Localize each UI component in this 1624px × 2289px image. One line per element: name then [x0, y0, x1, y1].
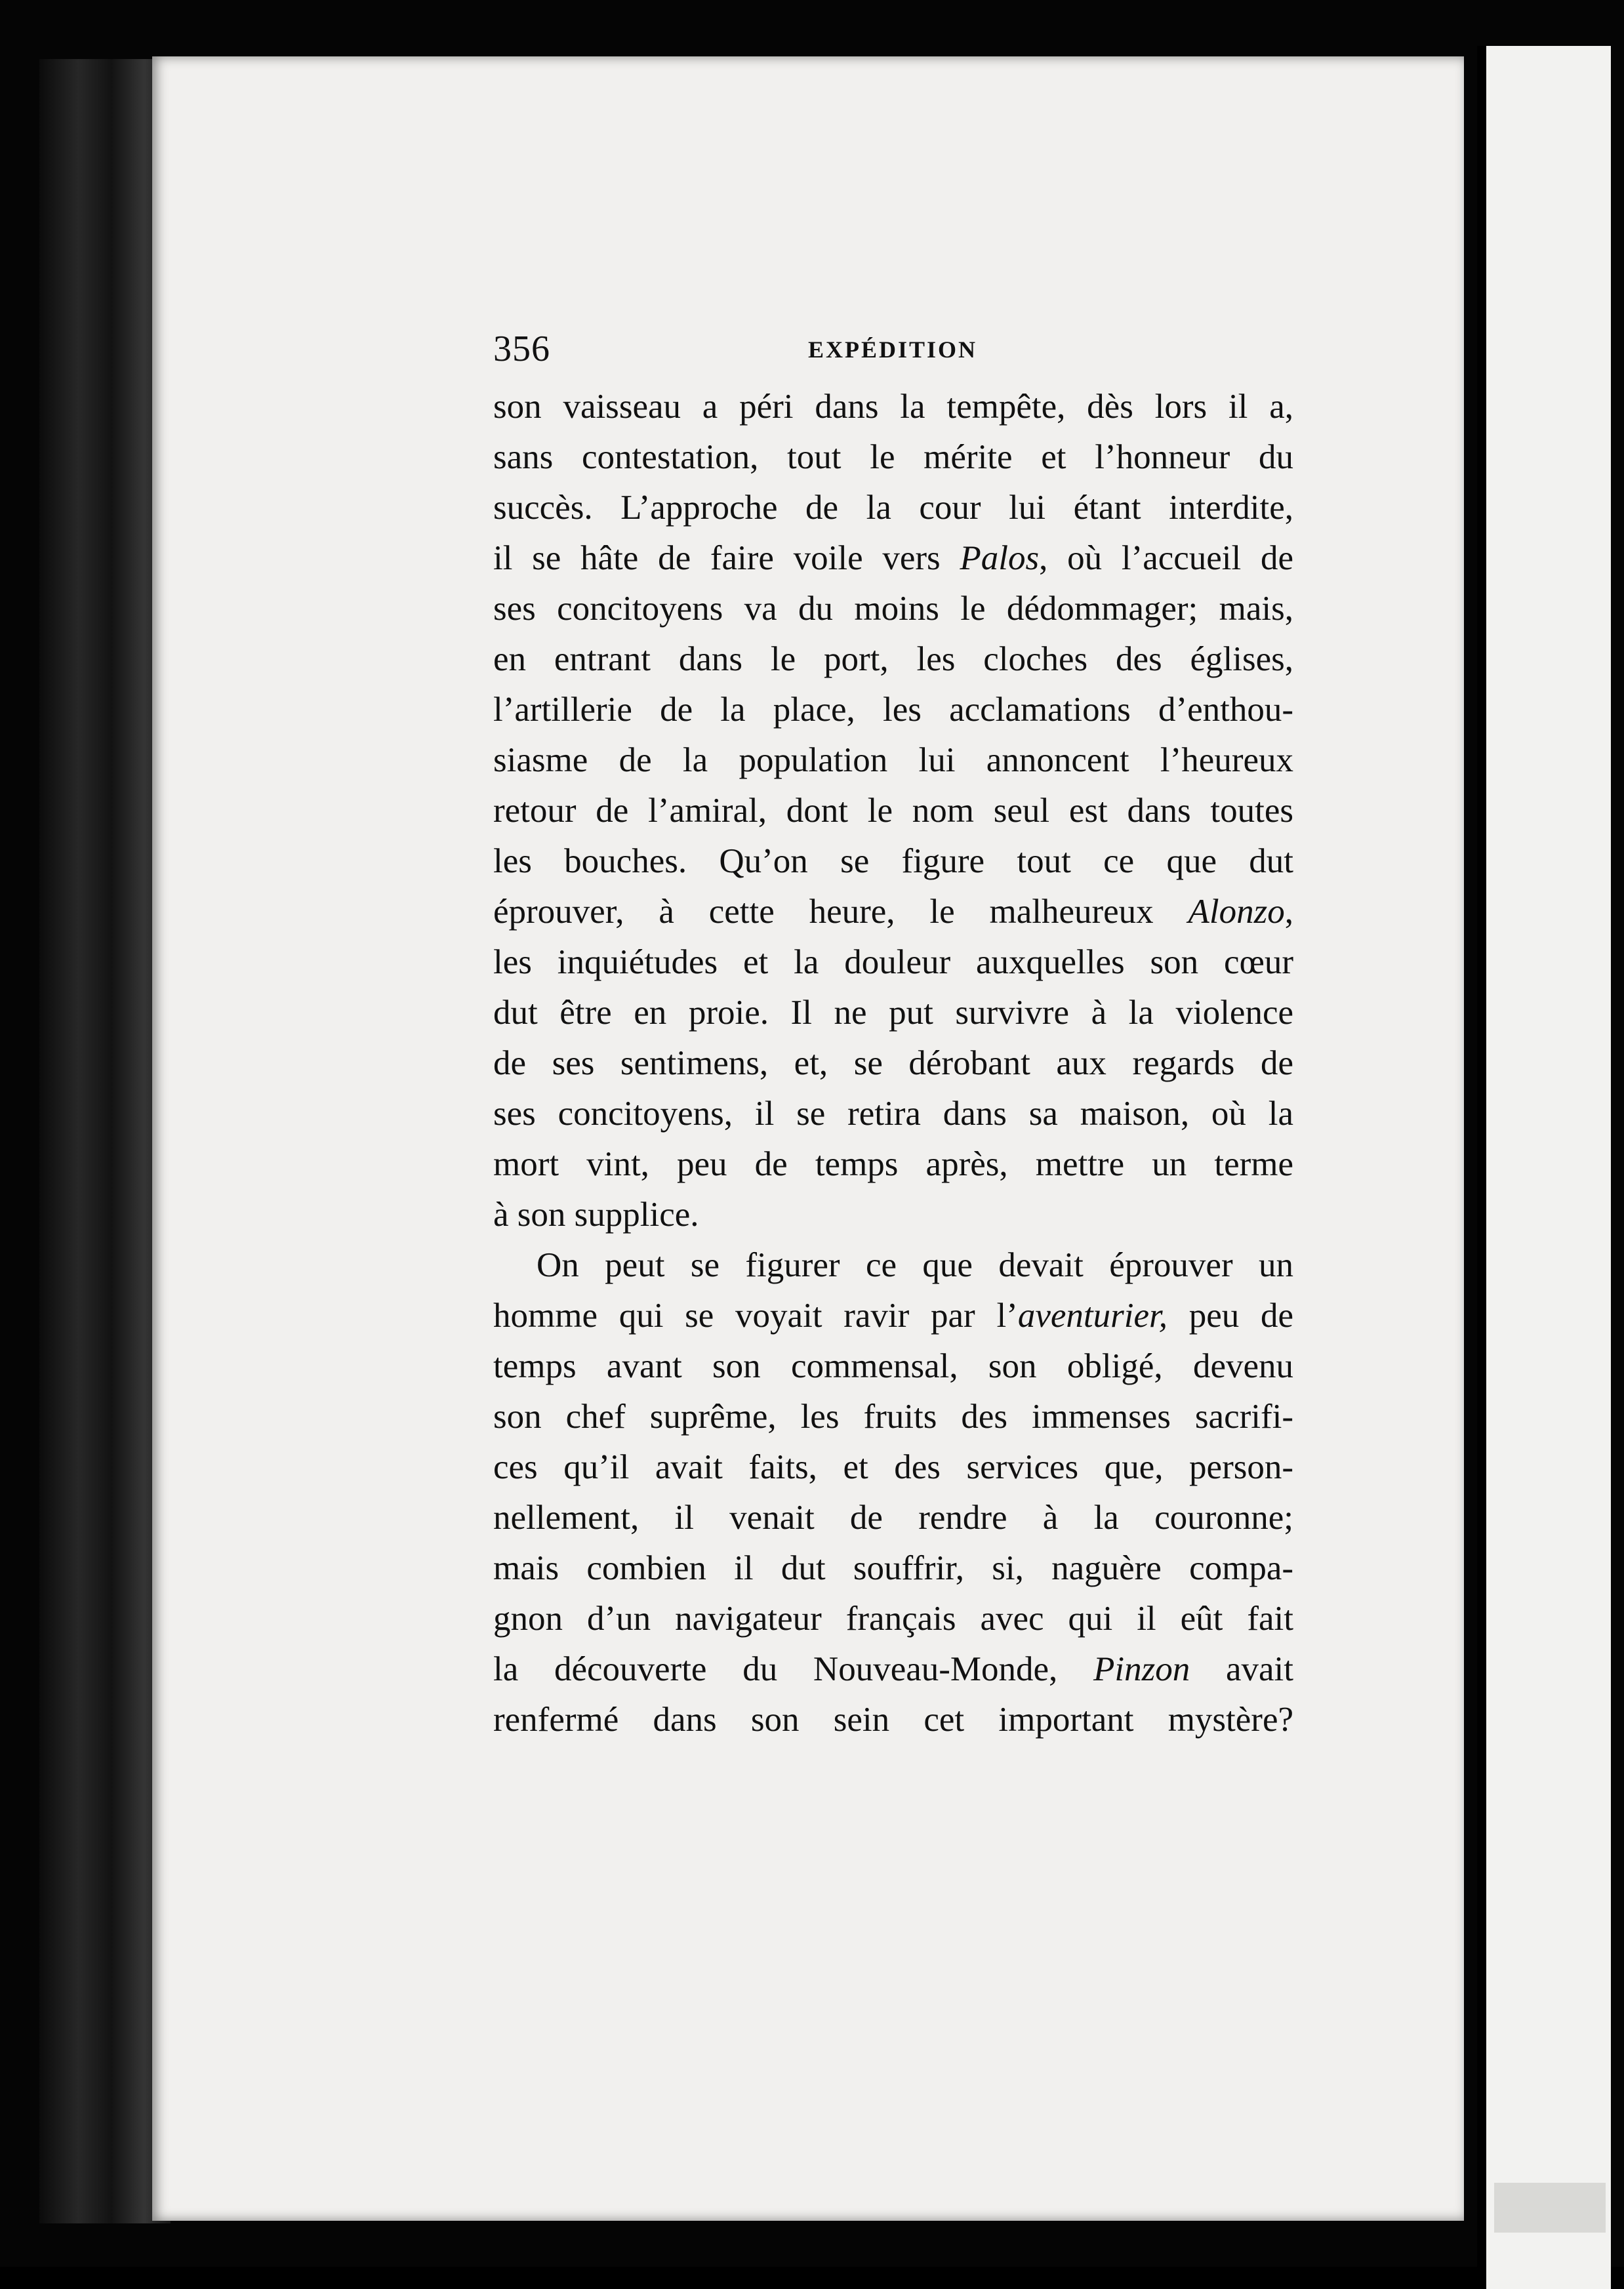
text-line: ses concitoyens, il se retira dans sa maison, où la — [493, 1095, 1293, 1133]
text-line: ces qu’il avait faits, et des services que, person- — [493, 1448, 1293, 1486]
text-line — [493, 1644, 1293, 1695]
text-line: les bouches. Qu’on se figure tout ce que dut — [493, 842, 1293, 880]
text-segment: , — [1284, 893, 1293, 931]
text-line: mort vint, peu de temps après, mettre un terme — [493, 1145, 1293, 1183]
text-segment: il se hâte de faire voile vers — [493, 539, 960, 577]
text-line: l’artillerie de la place, les acclamations d’enthou- — [493, 691, 1293, 729]
adjacent-page-edge — [1477, 46, 1611, 2289]
text-line: dut être en proie. Il ne put survivre à la violence — [493, 994, 1293, 1032]
text-line: nellement, il venait de rendre à la couronne; — [493, 1499, 1293, 1537]
text-line: en entrant dans le port, les cloches des églises, — [493, 640, 1293, 678]
text-line: son chef suprême, les fruits des immenses sacrifi- — [493, 1398, 1293, 1436]
italic-word: aventurier, — [1017, 1297, 1167, 1335]
italic-place-name: Palos — [960, 539, 1040, 577]
page-tab — [1494, 2183, 1606, 2233]
text-line — [493, 887, 1293, 937]
text-line: gnon d’un navigateur français avec qui il eût fait — [493, 1600, 1293, 1638]
text-segment: homme qui se voyait ravir par l’ — [493, 1297, 1018, 1335]
running-title: EXPÉDITION — [808, 336, 978, 363]
text-line: On peut se figurer ce que devait éprouver un — [537, 1246, 1293, 1284]
text-line: les inquiétudes et la douleur auxquelles son cœur — [493, 943, 1293, 981]
text-segment: la découverte du Nouveau-Monde, — [493, 1650, 1094, 1688]
text-line: renfermé dans son sein cet important mystère? — [493, 1701, 1293, 1739]
text-line: succès. L’approche de la cour lui étant interdite, — [493, 489, 1293, 527]
text-line: temps avant son commensal, son obligé, devenu — [493, 1347, 1293, 1385]
italic-person-name: Pinzon — [1093, 1650, 1190, 1688]
text-line: sans contestation, tout le mérite et l’honneur du — [493, 438, 1293, 476]
text-line — [493, 1291, 1293, 1341]
text-segment: , où l’accueil de — [1039, 539, 1293, 577]
text-line — [493, 533, 1293, 584]
text-line: retour de l’amiral, dont le nom seul est dans toutes — [493, 792, 1293, 830]
book-spine-edge — [39, 59, 171, 2223]
text-line: ses concitoyens va du moins le dédommager; mais, — [493, 590, 1293, 628]
text-line: son vaisseau a péri dans la tempête, dès lors il a, — [493, 388, 1293, 426]
body-text — [493, 382, 1293, 1745]
text-segment: peu de — [1167, 1297, 1293, 1335]
page-number: 356 — [493, 329, 550, 369]
italic-person-name: Alonzo — [1188, 893, 1285, 931]
text-segment: éprouver, à cette heure, le malheureux — [493, 893, 1188, 931]
text-line: de ses sentimens, et, se dérobant aux regards de — [493, 1044, 1293, 1082]
text-line: mais combien il dut souffrir, si, naguère compa- — [493, 1549, 1293, 1587]
text-line: à son supplice. — [493, 1196, 699, 1234]
text-line: siasme de la population lui annoncent l’heureux — [493, 741, 1293, 779]
text-segment: avait — [1190, 1650, 1293, 1688]
